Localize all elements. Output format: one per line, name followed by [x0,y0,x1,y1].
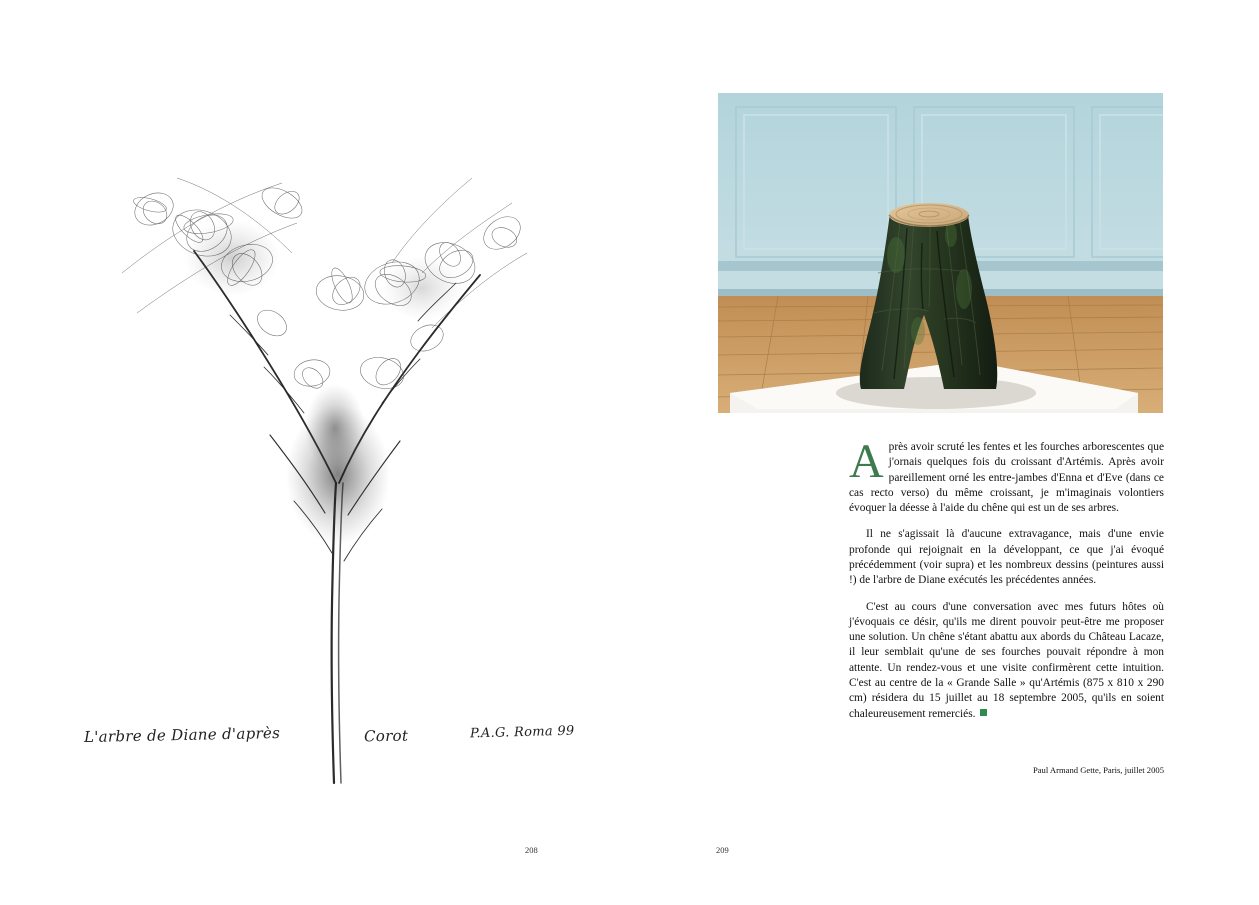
article-body [849,435,1164,733]
caption-part-2: Corot [363,726,409,746]
caption-signature: P.A.G. Roma 99 [469,723,575,742]
page-number-left: 208 [525,845,538,855]
paragraph-2: Il ne s'agissait là d'aucune extravagance, mais d'une envie profonde qui rejoignait en la développant, ce que j'ai évoqué précédemment (voir supra) et les nombreux dessins (peintures aussi !) de l'arbre de Diane exécutés les précédentes années. [849,528,1164,587]
left-page [0,0,629,905]
right-page [629,0,1259,905]
caption-part-1: L'arbre de Diane d'après [83,723,281,747]
end-mark-square [980,709,987,716]
paragraph-1 [849,435,1164,516]
drop-cap-letter: A [849,435,884,488]
paragraph-1-text: près avoir scruté les fentes et les fourches arborescentes que j'ornais quelques fois du croissant d'Artémis. Après avoir pareillement orné les entre-jambes d'Enna et d'Eve (dans ce cas recto verso) du même croissant, je m'imaginais volontiers évoquer la déesse à l'aide du chêne qui est un de ses arbres. [849,441,1164,515]
paragraph-3 [849,600,1164,722]
paragraph-3-text: C'est au cours d'une conversation avec mes futurs hôtes où j'évoquais ce désir, qu'ils me dirent pouvoir peut-être me proposer une solution. Un chêne s'étant abattu aux abords du Château Lacaze, il leur semblait qu'une de ses fourches pouvait répondre à mon attente. Un rendez-vous et une visite confirmèrent cette intuition. C'est au centre de la « Grande Salle » qu'Artémis (875 x 810 x 290 cm) résidera du 15 juillet au 18 septembre 2005, qu'ils en soient chaleureusement remerciés. [849,600,1164,720]
author-signature: Paul Armand Gette, Paris, juillet 2005 [1032,765,1164,775]
handwritten-caption [82,722,582,762]
oak-stump-photo [718,93,1163,413]
page-number-right: 209 [716,845,729,855]
tree-drawing [82,83,539,793]
